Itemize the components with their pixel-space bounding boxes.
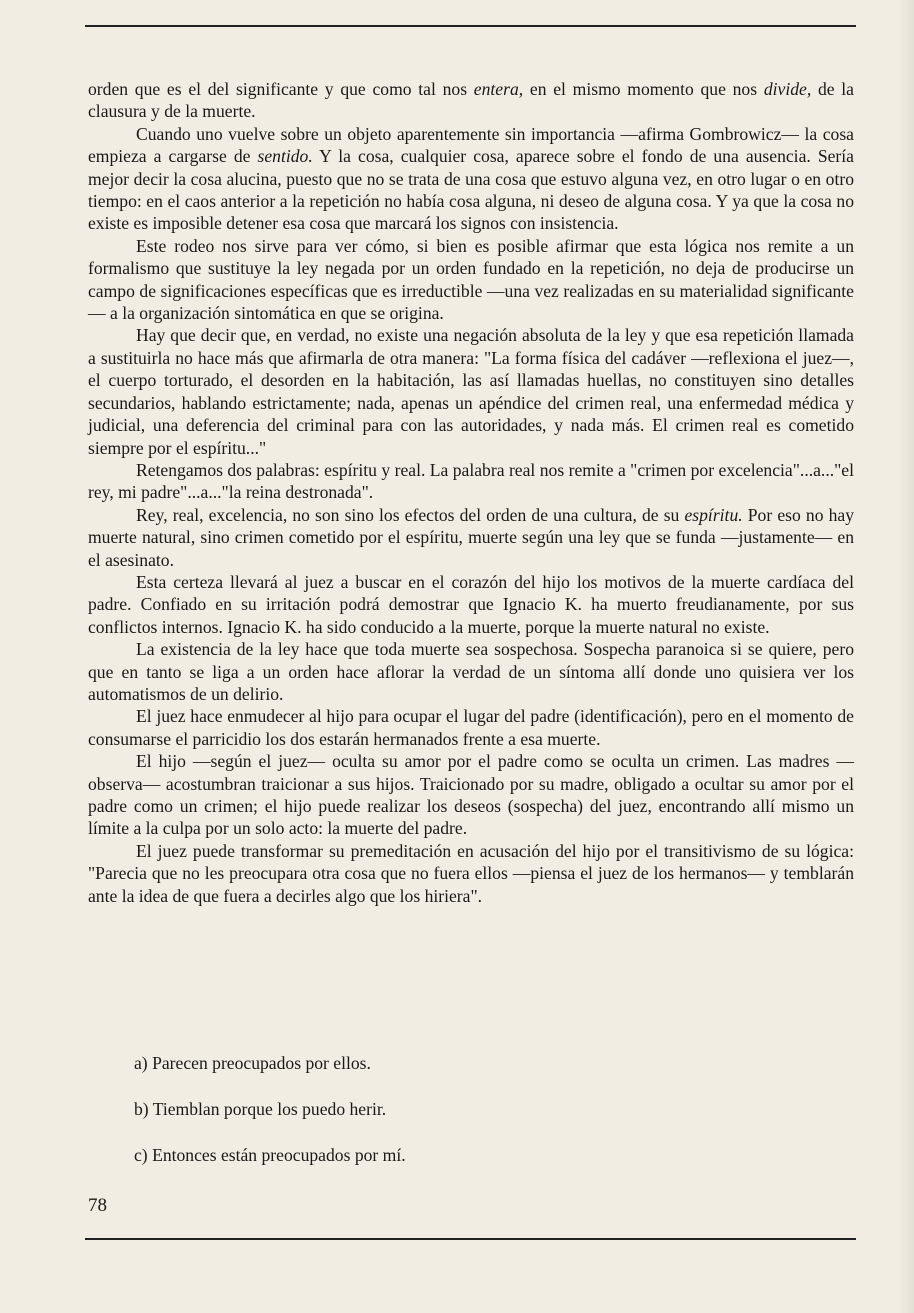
text-segment: El hijo —según el juez— oculta su amor por el padre como se oculta un crimen. Las madres —observa— acostumbran traicionar a sus hijos. Traicionado por su madre, obligado a ocultar su amor por el padre como un crimen; el hijo puede realizar los deseos (sospecha) del juez, encontrando allí mismo un límite a la culpa por un solo acto: la muerte del padre. [88, 751, 854, 839]
bottom-rule [85, 1238, 856, 1240]
paragraph [88, 235, 854, 325]
text-segment: de la clausura y de la muerte. [88, 79, 854, 122]
paragraph [88, 78, 854, 123]
page-edge-shadow [898, 0, 914, 1313]
paragraph [88, 750, 854, 840]
paragraph [88, 504, 854, 571]
text-segment: El juez puede transformar su premeditación en acusación del hijo por el transitivismo de su lógica: "Parecia que no les preocupara otra cosa que no fuera ellos —piensa el juez de los hermanos— y temblarán ante la idea de que fuera a decirles algo que los hiriera". [88, 840, 854, 906]
paragraph [88, 571, 854, 638]
text-segment: Este rodeo nos sirve para ver cómo, si bien es posible afirmar que esta lógica nos remite a un formalismo que sustituye la ley negada por un orden fundado en la repetición, no deja de producirse un campo de significaciones específicas que es irreductible —una vez realizadas en su materialidad significante— a la organización sintomática en que se origina. [88, 235, 854, 324]
text-segment: Esta certeza llevará al juez a buscar en el corazón del hijo los motivos de la muerte cardíaca del padre. Confiado en su irritación podrá demostrar que Ignacio K. ha muerto freudianamente, por sus conflictos internos. Ignacio K. ha sido conducido a la muerte, porque la muerte natural no existe. [88, 571, 854, 637]
list-item: b) Tiemblan porque los puedo herir. [134, 1098, 387, 1119]
italic-text: entera, [473, 79, 524, 99]
paragraph [88, 459, 854, 504]
list-item: a) Parecen preocupados por ellos. [134, 1053, 371, 1073]
list-item: c) Entonces están preocupados por mí. [134, 1144, 406, 1165]
italic-text: espíritu. [684, 504, 743, 525]
text-segment: Rey, real, excelencia, no son sino los efectos del orden de una cultura, de su [136, 504, 685, 525]
paragraph [88, 123, 854, 235]
italic-text: divide, [763, 79, 812, 99]
page-number: 78 [88, 1195, 107, 1216]
paragraph [88, 638, 854, 705]
body-text [88, 78, 854, 907]
paragraph [88, 705, 854, 750]
top-rule [85, 25, 856, 27]
paragraph [88, 324, 854, 458]
italic-text: sentido. [257, 146, 313, 167]
text-segment: Retengamos dos palabras: espíritu y real. La palabra real nos remite a "crimen por excelencia"...a..."el rey, mi padre"...a..."la reina destronada". [88, 459, 854, 503]
text-segment: Por eso no hay muerte natural, sino crimen cometido por el espíritu, muerte según una ley que se funda —justamente— en el asesinato. [88, 504, 855, 570]
text-segment: Hay que decir que, en verdad, no existe una negación absoluta de la ley y que esa repetición llamada a sustituirla no hace más que afirmarla de otra manera: "La forma física del cadáver —reflexiona el juez—, el cuerpo torturado, el desorden en la habitación, las así llamadas huellas, no constituyen sino detalles secundarios, hablando estrictamente; nada, apenas un apéndice del crimen real, una enfermedad médica y judicial, una deferencia del criminal para con las autoridades, y nada más. El crimen real es cometido siempre por el espíritu..." [88, 325, 854, 458]
text-segment: en el mismo momento que nos [523, 79, 764, 99]
text-segment: La existencia de la ley hace que toda muerte sea sospechosa. Sospecha paranoica si se quiere, pero que en tanto se liga a un orden hace aflorar la verdad de un síntoma allí donde uno quisiera ver los automatismos de un delirio. [88, 639, 854, 704]
text-segment: El juez hace enmudecer al hijo para ocupar el lugar del padre (identificación), pero en el momento de consumarse el parricidio los dos estarán hermanados frente a esa muerte. [88, 706, 854, 749]
text-segment: Cuando uno vuelve sobre un objeto aparentemente sin importancia —afirma Gombrowicz— la cosa empieza a cargarse de [88, 123, 854, 167]
paragraph [88, 840, 854, 907]
enumerated-list [134, 1052, 406, 1190]
text-segment: Y la cosa, cualquier cosa, aparece sobre el fondo de una ausencia. Sería mejor decir la cosa alucina, puesto que no se trata de una cosa que estuvo alguna vez, en otro lugar o en otro tiempo: en el caos anterior a la repetición no había cosa alguna, ni deseo de alguna cosa. Y ya que la cosa no existe es imposible detener esa cosa que marcará los signos con insistencia. [88, 146, 854, 234]
text-segment: orden que es el del significante y que como tal nos [88, 79, 474, 99]
